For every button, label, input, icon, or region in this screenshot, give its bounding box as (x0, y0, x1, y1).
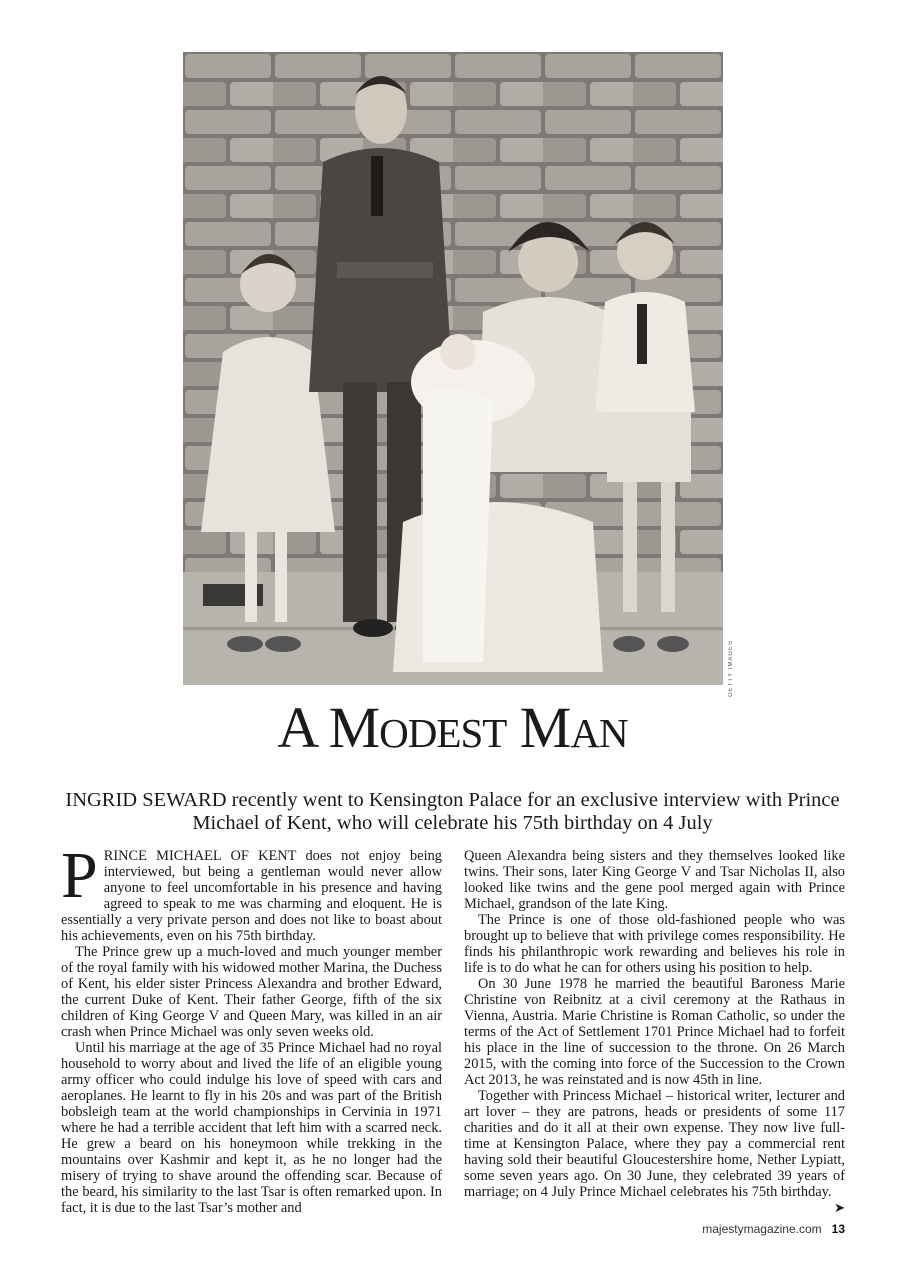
article-paragraph: On 30 June 1978 he married the beautiful Baroness Marie Christine von Reibnitz at a civil ceremony at the Rathaus in Vienna, Austria. Marie Christine is Roman Catholic, so under the terms of the Act of Settlement 1701 Prince Michael had to forfeit his place in the line of succession to the throne. On 26 March 2015, with the coming into force of the Succession to the Crown Act 2013, he was reinstated and is now 45th in line. (464, 976, 845, 1088)
article-column-left (61, 839, 442, 1216)
page-footer (702, 1222, 845, 1236)
article-paragraph: Until his marriage at the age of 35 Prince Michael had no royal household to worry about and lived the life of an eligible young army officer who could indulge his love of speed with cars and aeroplanes. He learnt to fly in his 20s and was part of the British bobsleigh team at the world championships in Cervinia in 1971 where he had a terrible accident that left him with a scarred neck. He grew a beard on his honeymoon while trekking in the mountains over Kashmir and kept it, as he no longer had the misery of trying to shave around the offending scar. Because of the beard, his similarity to the last Tsar is often remarked upon. In fact, it is due to the last Tsar’s mother and (61, 1040, 442, 1216)
photo-credit: GETTY IMAGES (728, 640, 734, 697)
page-title: A Modest Man (277, 695, 628, 760)
article-paragraph: Together with Princess Michael – historical writer, lecturer and art lover – they are patrons, heads or presidents of some 117 charities and do it all at their own expense. They now live full-time at Kensington Palace, where they pay a commercial rent having sold their beautiful Gloucestershire home, Nether Lypiatt, some seven years ago. On 30 June, they celebrated 39 years of marriage; on 4 July Prince Michael celebrates his 75th birthday. ➤ (464, 1088, 845, 1215)
article-column-right (464, 848, 845, 1216)
portrait-illustration (183, 52, 723, 685)
article-paragraph: PRINCE MICHAEL OF KENT does not enjoy being interviewed, but being a gentleman would never allow anyone to feel uncomfortable in his presence and having agreed to speak to me was charming and eloquent. He is essentially a very private person and does not like to boast about his achievements, even on his 75th birthday. (61, 839, 442, 944)
drop-cap: P (61, 839, 98, 912)
continue-arrow-icon: ➤ (834, 1200, 845, 1215)
article-paragraph: The Prince grew up a much-loved and much younger member of the royal family with his widowed mother Marina, the Duchess of Kent, his elder sister Princess Alexandra and brother Edward, the current Duke of Kent. Their father George, fifth of the six children of King George V and Queen Mary, was killed in an air crash when Prince Michael was only seven weeks old. (61, 944, 442, 1040)
page-number: 13 (831, 1222, 845, 1236)
family-portrait-photo (183, 52, 723, 685)
article-paragraph: Queen Alexandra being sisters and they themselves looked like twins. Their sons, later King George V and Tsar Nicholas II, also looked like twins and the gene pool merged again with Prince Michael, grandson of the late King. (464, 848, 845, 912)
article-paragraph: The Prince is one of those old-fashioned people who was brought up to believe that with privilege comes responsibility. He finds his philanthropic work rewarding and believes his role in life is to do what he can for others using his position to help. (464, 912, 845, 976)
standfirst: INGRID SEWARD recently went to Kensington Palace for an exclusive interview with Prince Michael of Kent, who will celebrate his 75th birthday on 4 July (65, 789, 840, 834)
footer-site: majestymagazine.com (702, 1222, 822, 1236)
